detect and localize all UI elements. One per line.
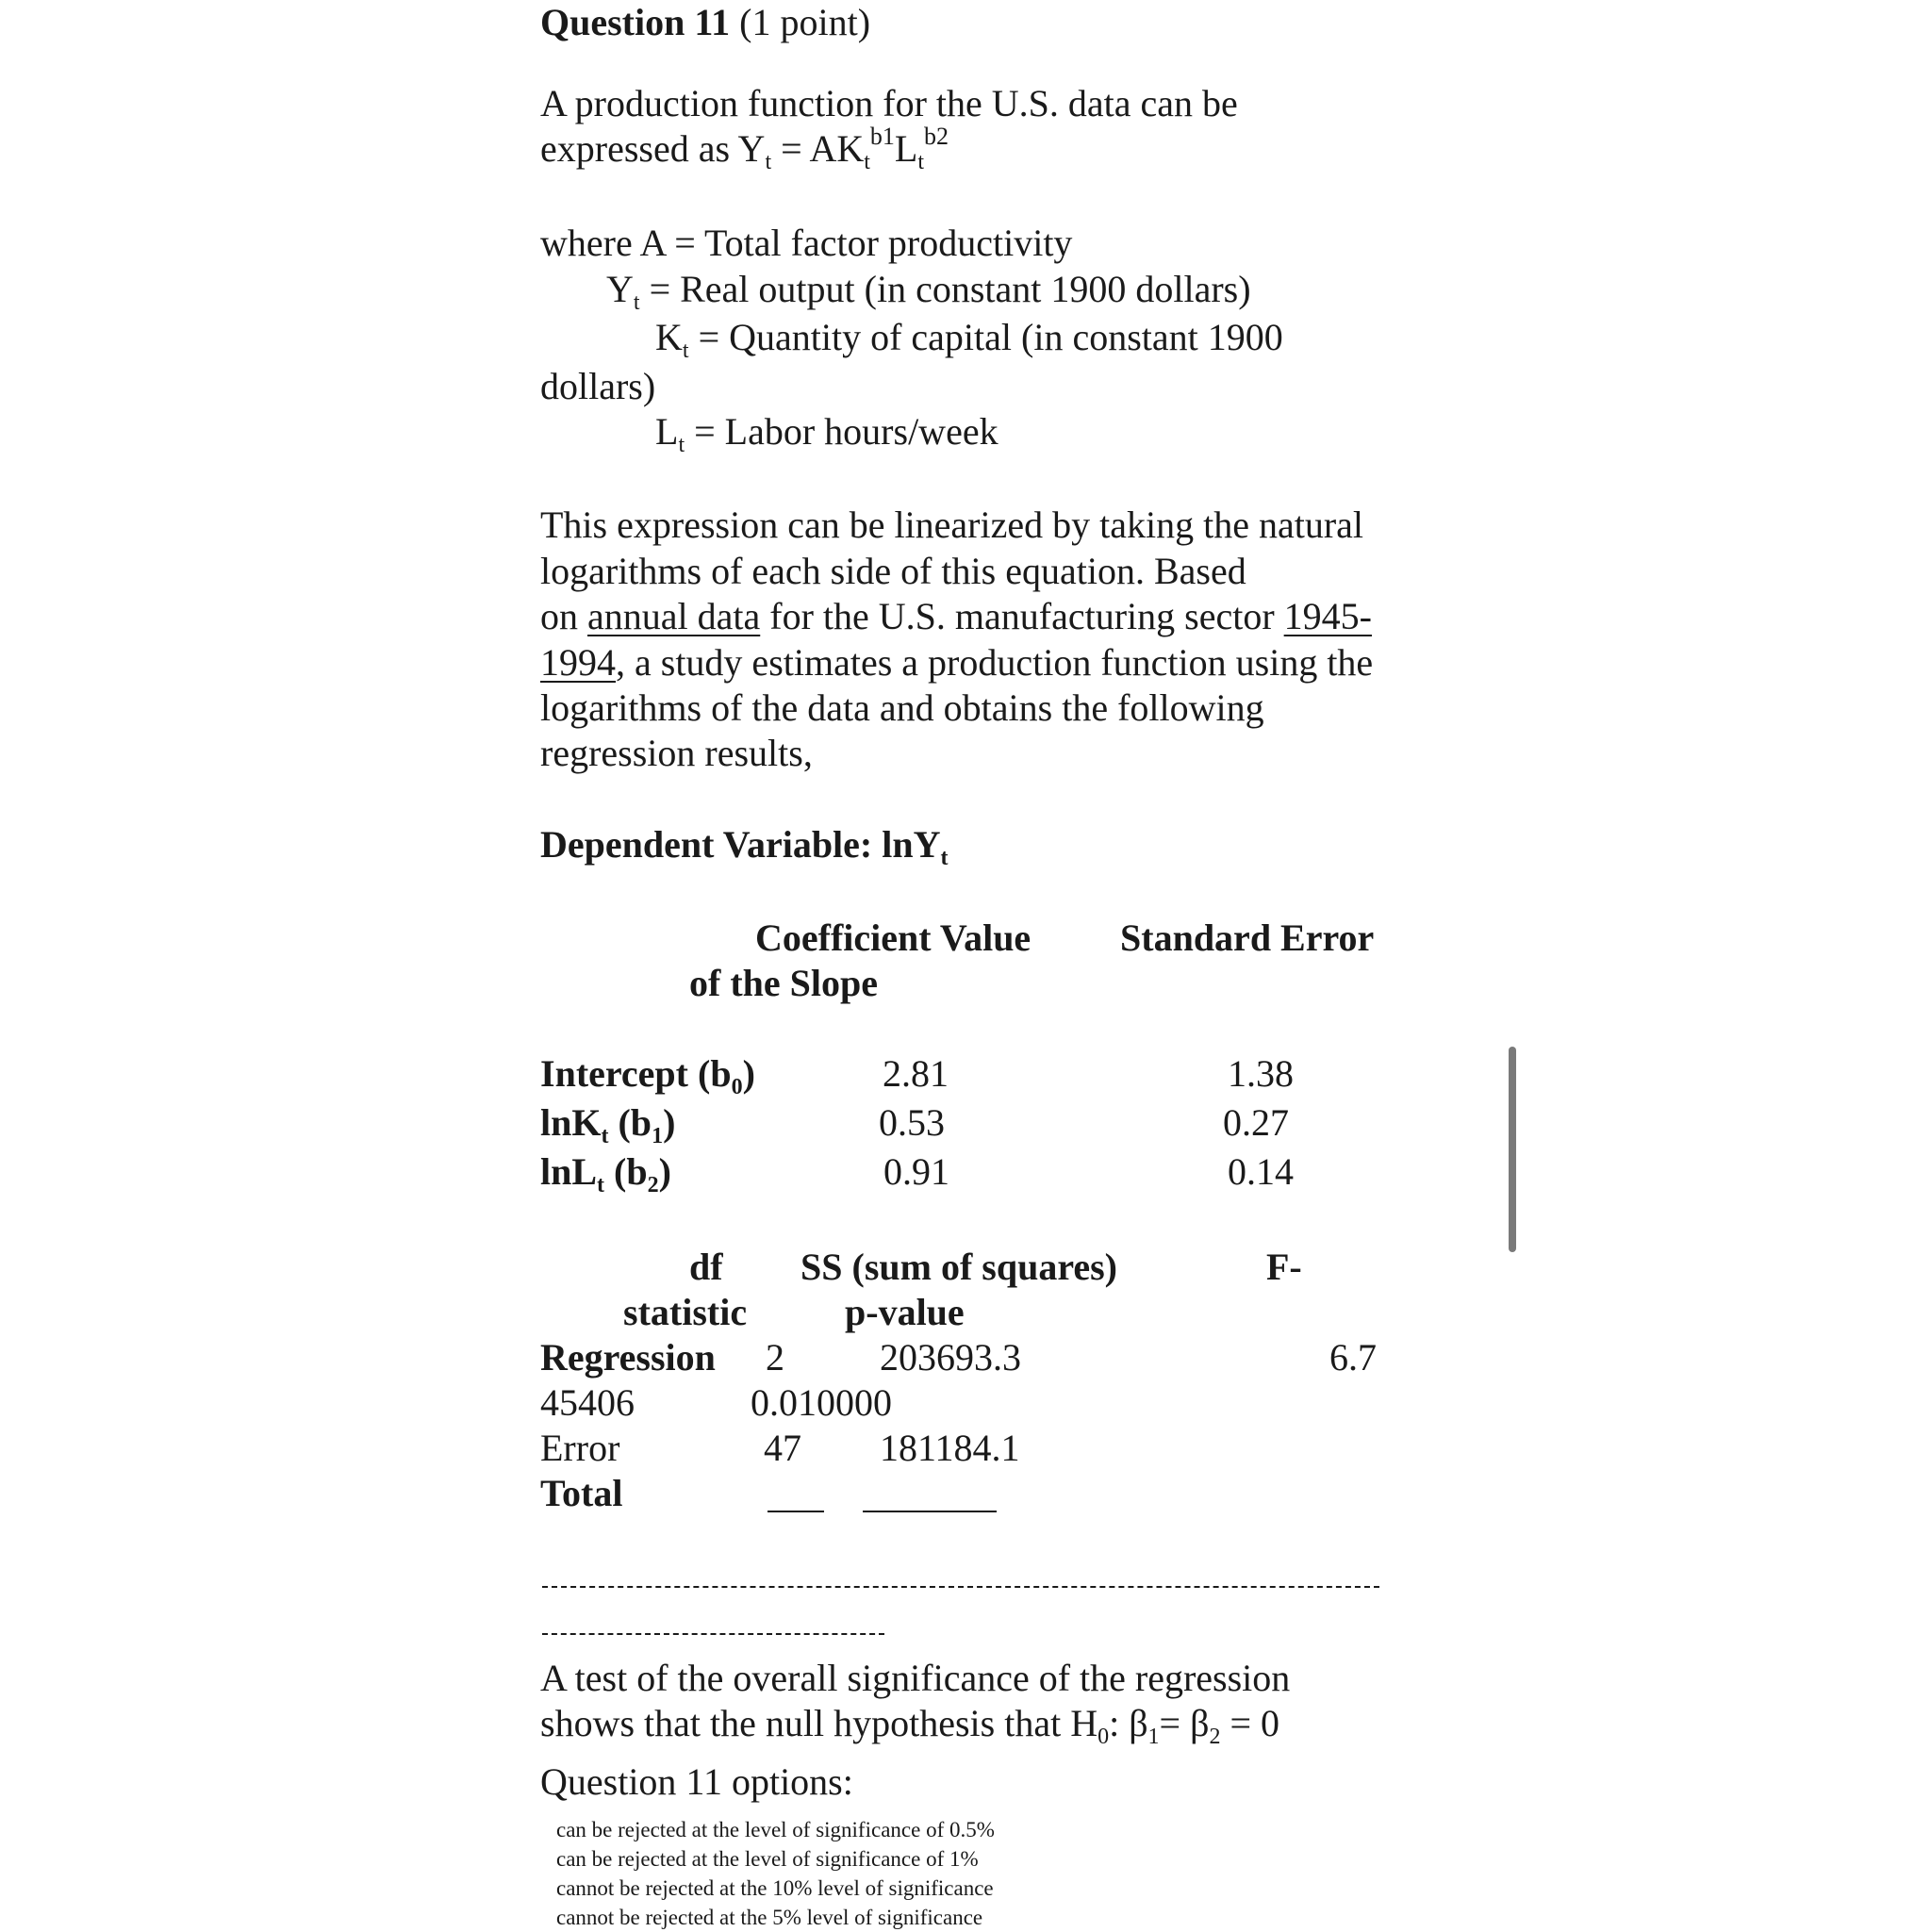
- row-lnl-coef: 0.91: [883, 1150, 949, 1193]
- header-coefficient-2: of the Slope: [689, 962, 878, 1004]
- separator-dashes: [542, 1586, 1379, 1588]
- row-lnl-label: lnL$_t$ $(b_2)$: [540, 1150, 671, 1197]
- row-intercept-label: Intercept $(b_0)$: [540, 1052, 755, 1099]
- anova-regression-label: Regression: [540, 1336, 716, 1379]
- paragraph-line-4: 1994, a study estimates a production function using the: [540, 641, 1374, 684]
- options-heading: Question 11 options:: [540, 1760, 853, 1803]
- dependent-variable: Dependent Variable: lnY$_t$: [540, 823, 949, 870]
- separator-dashes-2: [542, 1633, 884, 1635]
- row-intercept-coef: 2.81: [883, 1052, 949, 1095]
- option-4[interactable]: cannot be rejected at the 5% level of significance: [556, 1906, 983, 1929]
- definition-l: $L_t$ = Labor hours/week: [655, 410, 999, 457]
- total-ss-blank: [863, 1511, 997, 1512]
- question-points: (1 point): [739, 1, 871, 43]
- definition-y: $Y_t$ = Real output (in constant 1900 dollars): [606, 268, 1251, 315]
- anova-regression-pvalue: 0.010000: [751, 1381, 892, 1424]
- anova-regression-df: 2: [766, 1336, 784, 1379]
- header-standard-error: Standard Error: [1120, 916, 1375, 959]
- anova-regression-f: 45406: [540, 1381, 635, 1424]
- paragraph-line-6: regression results,: [540, 732, 813, 774]
- row-lnk-coef: 0.53: [879, 1101, 945, 1144]
- question-title: Question 11: [540, 1, 731, 43]
- annual-data-link: annual data: [587, 595, 761, 637]
- significance-line-1: A test of the overall significance of the regression: [540, 1657, 1291, 1699]
- option-1[interactable]: can be rejected at the level of significance of 0.5%: [556, 1818, 995, 1841]
- anova-header-df: df: [689, 1246, 723, 1288]
- vertical-scrollbar[interactable]: [1509, 1047, 1516, 1252]
- row-intercept-se: 1.38: [1228, 1052, 1294, 1095]
- anova-regression-ms: 6.7: [1329, 1336, 1377, 1379]
- total-df-blank: [767, 1511, 824, 1512]
- row-lnk-label: lnK$_t$ $(b_1)$: [540, 1101, 676, 1148]
- anova-header-statistic: statistic: [623, 1291, 748, 1333]
- paragraph-line-2: logarithms of each side of this equation. Based: [540, 550, 1246, 592]
- anova-error-ss: 181184.1: [880, 1427, 1020, 1469]
- question-header: [540, 0, 870, 45]
- paragraph-line-1: This expression can be linearized by taking the natural: [540, 504, 1364, 546]
- paragraph-line-3: on annual data for the U.S. manufacturing sector 1945-: [540, 595, 1372, 637]
- anova-total-label: Total: [540, 1472, 623, 1514]
- anova-regression-ss: 203693.3: [880, 1336, 1021, 1379]
- intro-equation: expressed as $Y_t = AK_t^{b1}L_t^{b2}$: [540, 123, 949, 174]
- option-3[interactable]: cannot be rejected at the 10% level of significance: [556, 1876, 994, 1900]
- option-2[interactable]: can be rejected at the level of significance of 1%: [556, 1847, 979, 1871]
- paragraph-line-5: logarithms of the data and obtains the following: [540, 686, 1264, 729]
- definition-k: $K_t$ = Quantity of capital (in constant 1900: [655, 316, 1283, 363]
- header-coefficient: Coefficient Value: [755, 916, 1032, 959]
- anova-error-df: 47: [764, 1427, 801, 1469]
- anova-header-ss: SS (sum of squares): [800, 1246, 1117, 1288]
- row-lnk-se: 0.27: [1223, 1101, 1289, 1144]
- significance-line-2: shows that the null hypothesis that $H_0$: $\beta_1= \beta_2 = 0$: [540, 1702, 1280, 1749]
- anova-header-pvalue: p-value: [845, 1291, 965, 1333]
- anova-header-f: F-: [1266, 1246, 1302, 1288]
- definition-k-cont: dollars): [540, 365, 656, 407]
- definition-a: where A = Total factor productivity: [540, 222, 1073, 264]
- anova-error-label: Error: [540, 1427, 620, 1469]
- intro-line-1: A production function for the U.S. data can be: [540, 82, 1238, 124]
- row-lnl-se: 0.14: [1228, 1150, 1294, 1193]
